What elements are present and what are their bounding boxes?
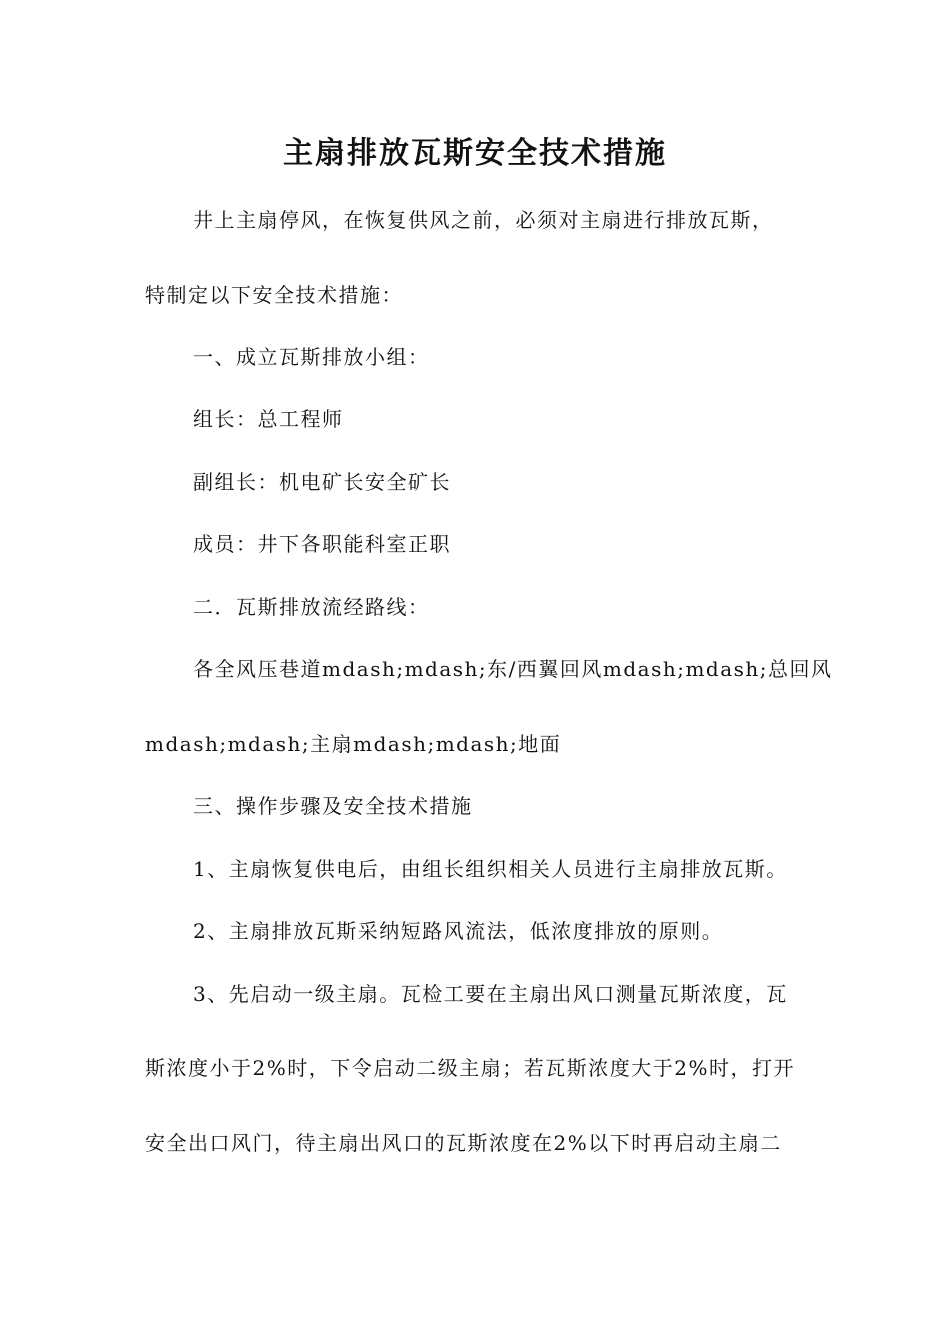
paragraph-line: 井上主扇停风，在恢复供风之前，必须对主扇进行排放瓦斯， [193, 208, 774, 232]
paragraph-line: 斯浓度小于2%时，下令启动二级主扇；若瓦斯浓度大于2%时，打开 [145, 1056, 795, 1080]
section-heading: 一、成立瓦斯排放小组： [193, 345, 430, 369]
paragraph-line: 成员：井下各职能科室正职 [193, 532, 451, 556]
paragraph-line: 3、先启动一级主扇。瓦检工要在主扇出风口测量瓦斯浓度，瓦 [193, 982, 788, 1006]
document-title: 主扇排放瓦斯安全技术措施 [283, 136, 667, 171]
paragraph-line: 1、主扇恢复供电后，由组长组织相关人员进行主扇排放瓦斯。 [193, 857, 788, 881]
paragraph-line: 2、主扇排放瓦斯采纳短路风流法，低浓度排放的原则。 [193, 919, 724, 943]
paragraph-line: 组长：总工程师 [193, 407, 344, 431]
paragraph-line: 副组长：机电矿长安全矿长 [193, 470, 451, 494]
paragraph-line: 各全风压巷道mdash;mdash;东/西翼回风mdash;mdash;总回风 [193, 657, 833, 681]
section-heading: 三、操作步骤及安全技术措施 [193, 794, 473, 818]
section-heading: 二．瓦斯排放流经路线： [193, 595, 430, 619]
paragraph-line: 安全出口风门，待主扇出风口的瓦斯浓度在2%以下时再启动主扇二 [145, 1131, 782, 1155]
paragraph-line: 特制定以下安全技术措施： [145, 283, 403, 307]
paragraph-line: mdash;mdash;主扇mdash;mdash;地面 [145, 732, 562, 756]
